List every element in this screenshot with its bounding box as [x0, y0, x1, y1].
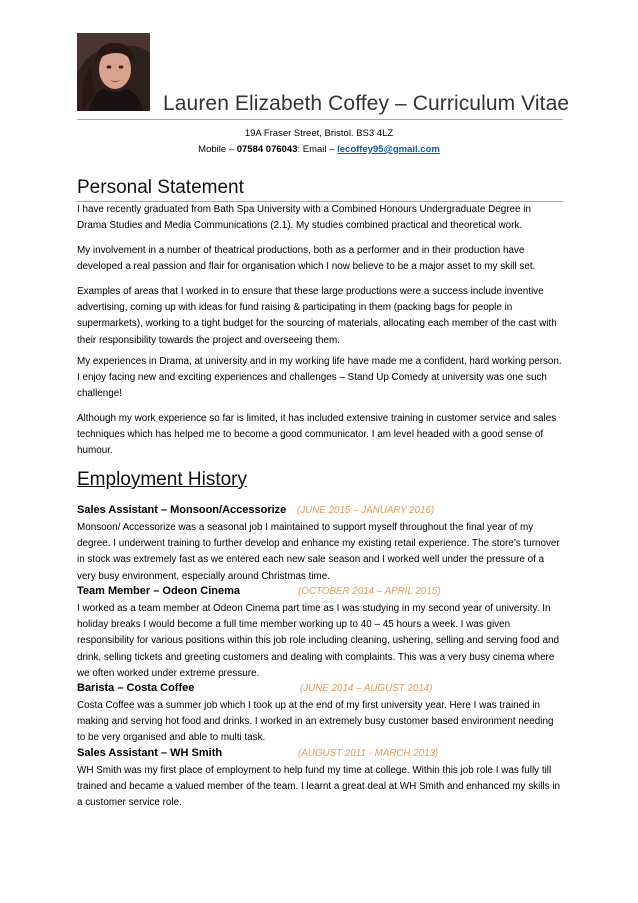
statement-paragraph: Examples of areas that I worked in to ensure that these large productions were a success include inventive advertising, coming up with ideas for fund raising & participating in them (packing bags for people in supermarkets), working to a tight budget for the sourcing of materials, allocating each member of the cast with their responsibility towards the project and overseeing them. — [77, 286, 557, 346]
statement-paragraph: My involvement in a number of theatrical productions, both as a performer and in their production have developed a real passion and flair for organisation which I now believe to be a major asset to my skill set. — [77, 245, 536, 273]
job-title: Team Member – Odeon Cinema — [77, 585, 241, 597]
personal-statement-heading: Personal Statement — [77, 177, 244, 198]
contact-line — [0, 144, 638, 155]
job-title: Sales Assistant – WH Smith — [77, 747, 223, 759]
job-description: I worked as a team member at Odeon Cinema part time as I was studying in my second year of university. In holiday breaks I would become a full time member working up to 40 – 45 hours a week. I was given responsibility for various positions within this job role including cleaning, ushering, selling and serving food and drink, selling tickets and greeting customers and dealing with complaints. This was a very busy cinema where we often worked under extreme pressure. — [77, 603, 559, 679]
statement-paragraph: Although my work experience so far is limited, it has included extensive training in customer service and sales techniques which has helped me to become a good communicator. I am level headed with a good sense of humour. — [77, 413, 557, 457]
job-dates: (OCTOBER 2014 – APRIL 2015) — [298, 586, 441, 597]
statement-paragraph: I have recently graduated from Bath Spa University with a Combined Honours Undergraduate Degree in Drama Studies and Media Communications (2.1). My studies combined practical and theoretical work. — [77, 204, 531, 232]
profile-photo — [77, 33, 150, 111]
mobile-label: Mobile – — [198, 144, 237, 155]
job-title: Sales Assistant – Monsoon/Accessorize — [77, 504, 287, 516]
employment-history-heading: Employment History — [77, 469, 247, 490]
job-description: Monsoon/ Accessorize was a seasonal job I maintained to support myself throughout the final year of my degree. I underwent training to further develop and enhance my existing retail experience. The store’s turnover in stock was extremely fast as we entered each new sale season and I worked well under the pressure of a very busy environment, especially around Christmas time. — [77, 522, 560, 582]
job-description: Costa Coffee was a summer job which I took up at the end of my first university year. Here I was trained in making and serving hot food and drinks. I worked in an extremely busy customer based environment needing to be very organised and able to multi task. — [77, 700, 554, 744]
job-dates: (JUNE 2014 – AUGUST 2014) — [300, 683, 433, 694]
title-divider — [77, 119, 563, 120]
statement-paragraph: My experiences in Drama, at university and in my working life have made me a confident, hard working person. I enjoy facing new and exciting experiences and challenges – Stand Up Comedy at university was one such challenge! — [77, 356, 562, 400]
email-link[interactable]: lecoffey95@gmail.com — [337, 144, 440, 155]
job-dates: (JUNE 2015 – JANUARY 2016) — [297, 505, 435, 516]
mobile-number: 07584 076043 — [236, 144, 298, 155]
address: 19A Fraser Street, Bristol. BS3 4LZ — [244, 128, 394, 139]
portrait-image — [77, 33, 150, 111]
job-title: Barista – Costa Coffee — [77, 682, 195, 694]
cv-title: Lauren Elizabeth Coffey – Curriculum Vitae — [163, 92, 570, 115]
job-dates: (AUGUST 2011 - MARCH 2013) — [298, 748, 439, 759]
job-description: WH Smith was my first place of employment to help fund my time at college. Within this job role I was fully till trained and became a valued member of the team. I learnt a great deal at WH Smith and enhanced my skills in a customer service role. — [77, 765, 561, 809]
email-label: : Email – — [297, 144, 338, 155]
